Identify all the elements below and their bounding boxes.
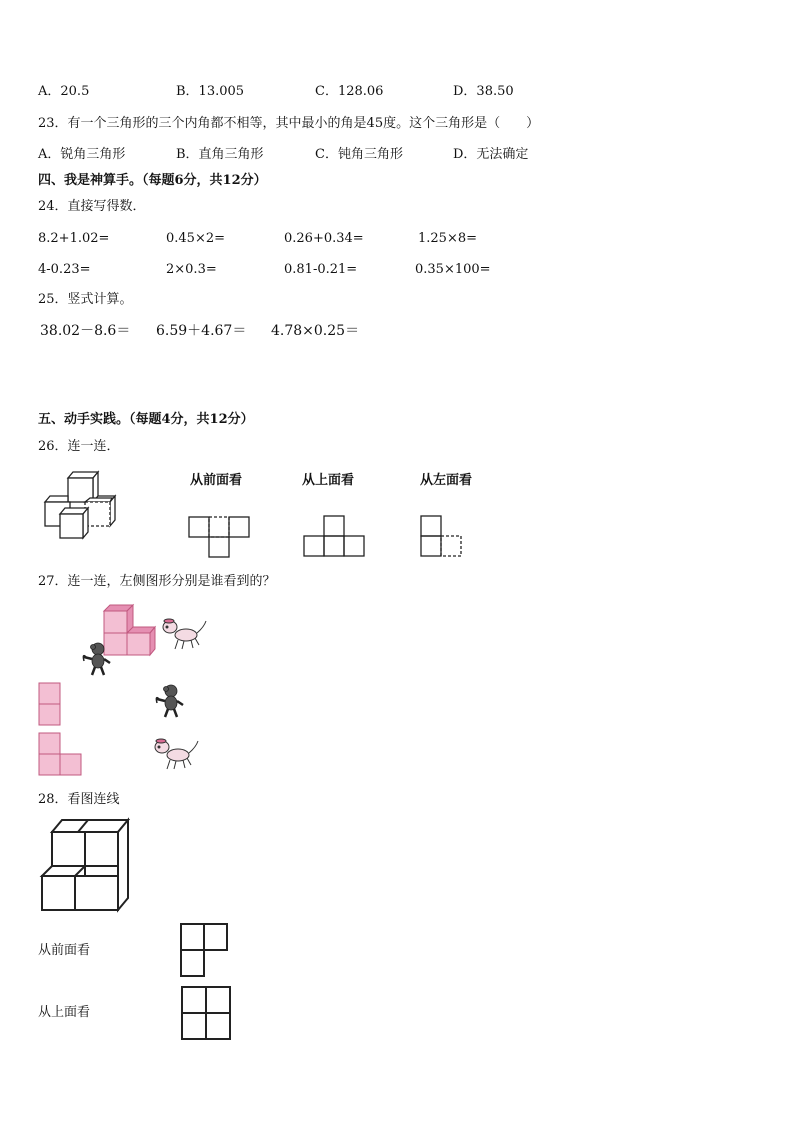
- q22-option-d[interactable]: D．38.50: [453, 84, 514, 99]
- q28-view-2[interactable]: [180, 985, 232, 1041]
- q26-label-left: 从左面看: [420, 473, 473, 488]
- monkey-icon: [80, 641, 114, 677]
- q28-cube-figure: [38, 818, 132, 916]
- q24-text: 24．直接写得数．: [38, 199, 146, 214]
- q26-view-left: [420, 514, 464, 558]
- q24-item-6: 2×0.3=: [166, 262, 217, 277]
- q28-view-1[interactable]: [180, 922, 230, 978]
- q26-label-front: 从前面看: [190, 473, 243, 488]
- q24-item-7: 0.81-0.21=: [284, 262, 358, 277]
- dog-icon: [160, 617, 208, 651]
- q24-item-8: 0.35×100=: [415, 262, 491, 277]
- q27-shape-1[interactable]: [38, 682, 62, 726]
- q24-item-2: 0.45×2=: [166, 231, 226, 246]
- q24-item-5: 4-0.23=: [38, 262, 91, 277]
- q22-option-b[interactable]: B．13.005: [176, 84, 245, 99]
- q25-item-1: 38.02－8.6＝: [40, 323, 131, 339]
- q22-option-c[interactable]: C．128.06: [315, 84, 384, 99]
- q23-option-d[interactable]: D．无法确定: [453, 147, 529, 162]
- q27-shape-2[interactable]: [38, 732, 84, 776]
- q23-option-b[interactable]: B．直角三角形: [176, 147, 264, 162]
- dog-icon[interactable]: [152, 737, 200, 771]
- section4-title: 四、我是神算手。（每题6分，共12分）: [38, 173, 267, 188]
- q26-view-top: [303, 514, 367, 558]
- section5-title: 五、动手实践。（每题4分，共12分）: [38, 412, 254, 427]
- q22-option-a[interactable]: A．20.5: [38, 84, 90, 99]
- q26-cube-figure: [40, 468, 140, 540]
- q23-text: 23．有一个三角形的三个内角都不相等，其中最小的角是45度。这个三角形是（ ）: [38, 116, 540, 131]
- q25-text: 25．竖式计算。: [38, 292, 133, 307]
- q26-label-top: 从上面看: [302, 473, 355, 488]
- q26-text: 26．连一连．: [38, 439, 120, 454]
- q27-text: 27．连一连，左侧图形分别是谁看到的？: [38, 574, 276, 589]
- q23-option-c[interactable]: C．钝角三角形: [315, 147, 403, 162]
- q23-option-a[interactable]: A．锐角三角形: [38, 147, 126, 162]
- q25-item-3: 4.78×0.25＝: [271, 323, 360, 339]
- monkey-icon[interactable]: [153, 683, 187, 719]
- q24-item-4: 1.25×8=: [418, 231, 478, 246]
- q28-label-front: 从前面看: [38, 943, 91, 958]
- q28-text: 28．看图连线: [38, 792, 120, 807]
- q26-view-front: [188, 515, 252, 559]
- q28-label-top: 从上面看: [38, 1005, 91, 1020]
- q25-item-2: 6.59＋4.67＝: [156, 323, 247, 339]
- q24-item-3: 0.26+0.34=: [284, 231, 364, 246]
- q24-item-1: 8.2+1.02=: [38, 231, 110, 246]
